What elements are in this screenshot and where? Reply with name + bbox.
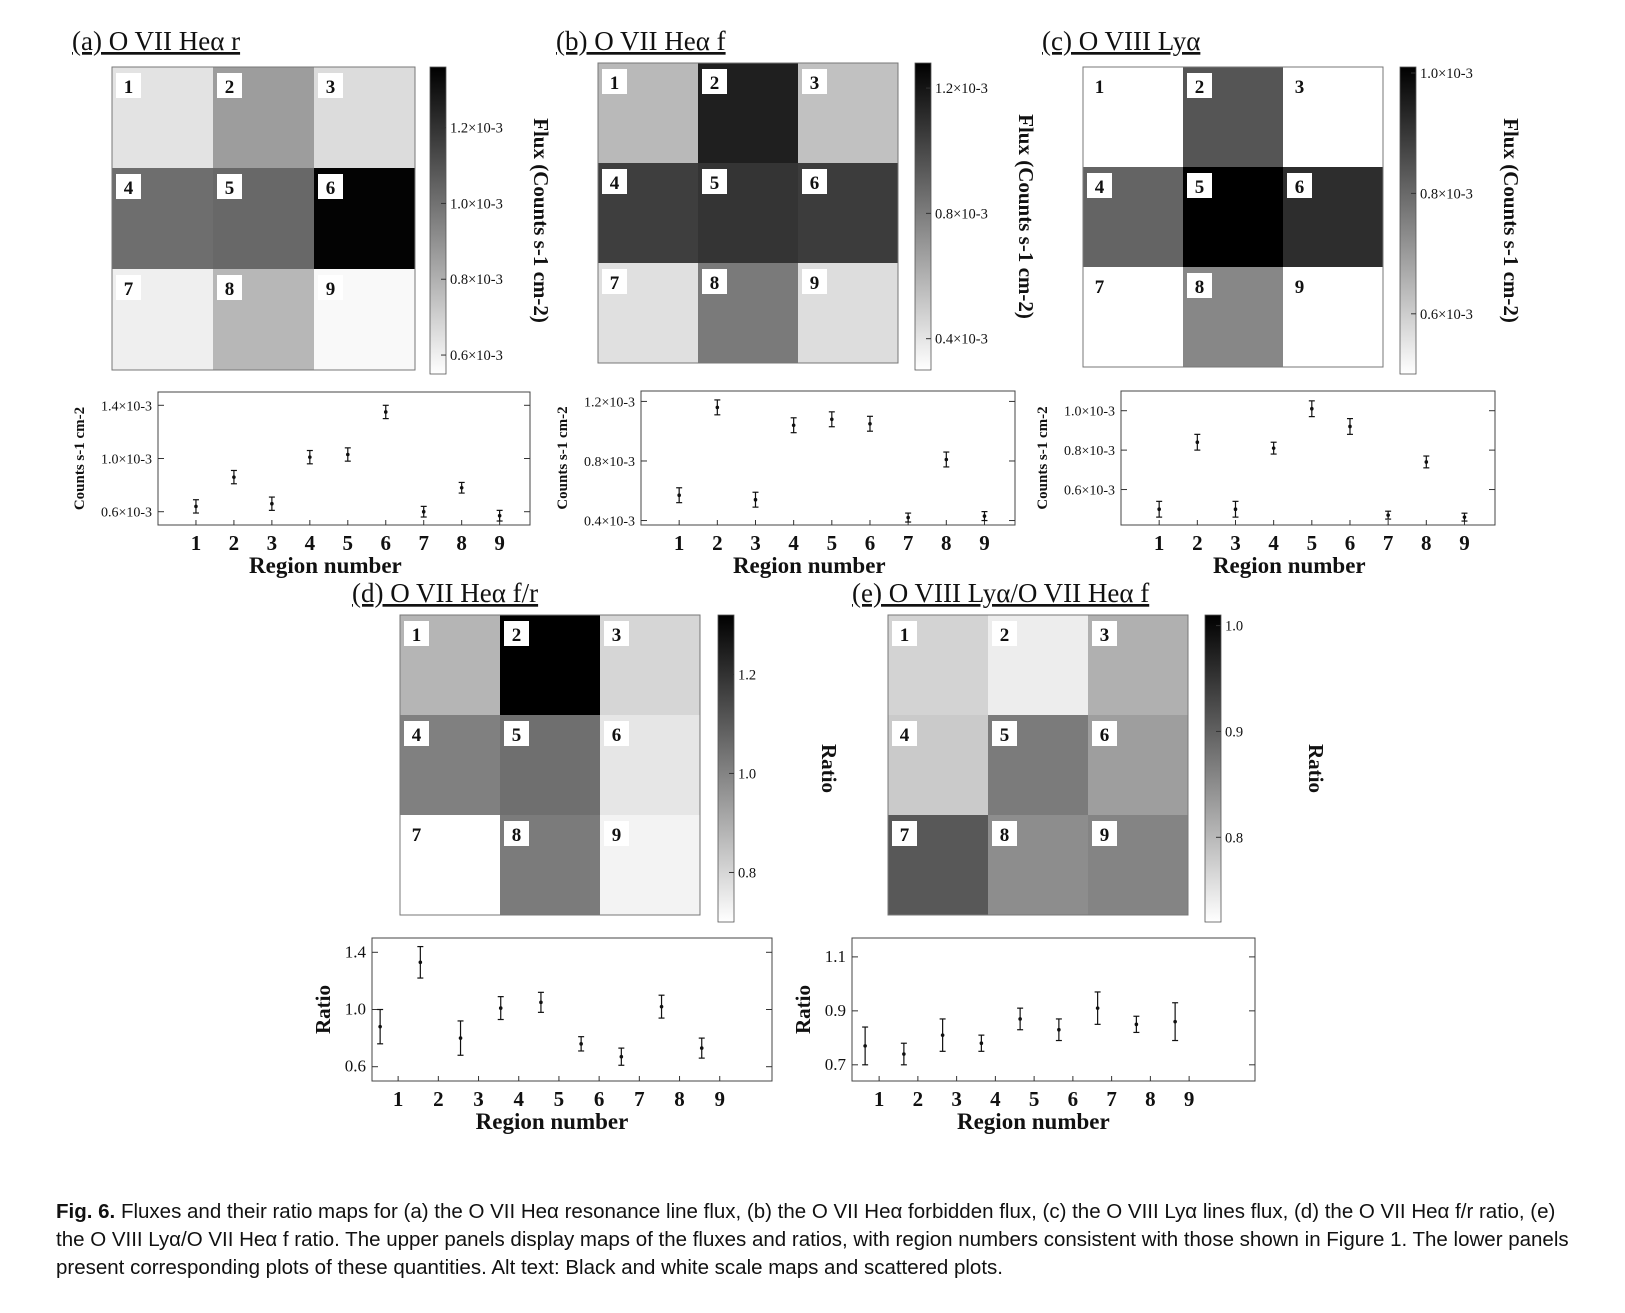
data-point-c-8 bbox=[1425, 460, 1429, 464]
x-tick-label: 9 bbox=[1459, 531, 1470, 555]
x-tick-label: 2 bbox=[1192, 531, 1203, 555]
colorbar-label-c: Flux (Counts s-1 cm-2) bbox=[1499, 118, 1523, 323]
plot-frame bbox=[158, 392, 530, 525]
x-tick-label: 8 bbox=[1421, 531, 1432, 555]
region-label-b-4: 4 bbox=[609, 173, 620, 194]
x-tick-label: 5 bbox=[1306, 531, 1318, 555]
y-tick-label: 0.6×10-3 bbox=[1063, 483, 1115, 499]
region-label-c-6: 6 bbox=[1294, 177, 1305, 198]
plot-frame bbox=[852, 938, 1255, 1081]
panel-e bbox=[791, 578, 1328, 1134]
panel-title-c: (c) O VIII Lyα bbox=[1042, 26, 1201, 56]
region-label-e-2: 2 bbox=[999, 625, 1010, 646]
colorbar-tick-label: 0.8×10-3 bbox=[1420, 186, 1473, 203]
data-point-d-2 bbox=[419, 961, 423, 965]
data-point-c-7 bbox=[1386, 513, 1390, 517]
data-point-b-6 bbox=[868, 422, 872, 426]
data-point-a-2 bbox=[232, 475, 236, 479]
data-point-a-6 bbox=[384, 410, 388, 414]
scatter-plot-c bbox=[1035, 391, 1495, 578]
data-point-e-6 bbox=[1057, 1028, 1061, 1032]
data-point-d-4 bbox=[499, 1006, 503, 1010]
region-label-a-5: 5 bbox=[224, 178, 235, 199]
data-point-e-1 bbox=[863, 1044, 867, 1048]
colorbar-c bbox=[1400, 67, 1416, 374]
x-tick-label: 6 bbox=[1344, 531, 1356, 555]
colorbar-label-a: Flux (Counts s-1 cm-2) bbox=[529, 118, 553, 323]
region-label-a-7: 7 bbox=[123, 279, 134, 300]
x-tick-label: 5 bbox=[553, 1087, 565, 1111]
data-point-c-2 bbox=[1196, 440, 1200, 444]
panel-title-b: (b) O VII Heα f bbox=[556, 26, 726, 56]
panel-title-e: (e) O VIII Lyα/O VII Heα f bbox=[852, 578, 1150, 608]
x-tick-label: 7 bbox=[634, 1087, 645, 1111]
x-tick-label: 6 bbox=[1067, 1087, 1079, 1111]
plot-frame bbox=[1121, 391, 1495, 525]
region-label-e-4: 4 bbox=[899, 725, 910, 746]
data-point-c-6 bbox=[1348, 425, 1352, 429]
region-label-d-8: 8 bbox=[511, 825, 522, 846]
x-tick-label: 2 bbox=[433, 1087, 444, 1111]
scatter-plot-b bbox=[555, 391, 1015, 578]
panel-c bbox=[1035, 26, 1523, 578]
data-point-a-4 bbox=[308, 455, 312, 459]
data-point-c-3 bbox=[1234, 507, 1238, 511]
x-tick-label: 5 bbox=[1028, 1087, 1040, 1111]
y-axis-label: Counts s-1 cm-2 bbox=[1035, 406, 1051, 510]
data-point-b-9 bbox=[983, 514, 987, 518]
colorbar-tick-label: 0.4×10-3 bbox=[935, 331, 988, 348]
panel-a bbox=[72, 26, 553, 578]
y-tick-label: 0.7 bbox=[824, 1054, 846, 1074]
x-axis-label: Region number bbox=[249, 553, 402, 578]
data-point-a-8 bbox=[460, 486, 464, 490]
colorbar-tick-label: 1.2×10-3 bbox=[935, 81, 988, 98]
x-tick-label: 4 bbox=[1268, 531, 1279, 555]
data-point-d-1 bbox=[378, 1025, 382, 1029]
x-tick-label: 9 bbox=[494, 531, 505, 555]
x-tick-label: 3 bbox=[266, 531, 278, 555]
colorbar-tick-label: 1.0 bbox=[1225, 618, 1244, 635]
x-tick-label: 6 bbox=[864, 531, 876, 555]
panel-title-a: (a) O VII Heα r bbox=[72, 26, 241, 56]
data-point-a-1 bbox=[194, 505, 198, 509]
region-label-e-7: 7 bbox=[899, 825, 910, 846]
data-point-d-7 bbox=[620, 1055, 624, 1059]
scatter-plot-e bbox=[791, 938, 1255, 1134]
region-label-a-9: 9 bbox=[325, 279, 336, 300]
colorbar-tick-label: 0.6×10-3 bbox=[450, 348, 503, 365]
x-tick-label: 7 bbox=[418, 531, 429, 555]
data-point-a-5 bbox=[346, 453, 350, 457]
x-tick-label: 4 bbox=[513, 1087, 524, 1111]
x-tick-label: 8 bbox=[1145, 1087, 1156, 1111]
x-tick-label: 1 bbox=[873, 1087, 885, 1111]
region-label-c-8: 8 bbox=[1194, 277, 1205, 298]
region-label-c-4: 4 bbox=[1094, 177, 1105, 198]
plot-frame bbox=[372, 938, 772, 1081]
x-tick-label: 7 bbox=[902, 531, 914, 555]
data-point-a-3 bbox=[270, 502, 274, 506]
data-point-b-5 bbox=[830, 417, 834, 421]
data-point-b-4 bbox=[792, 423, 796, 427]
colorbar-tick-label: 0.8×10-3 bbox=[935, 206, 988, 223]
x-tick-label: 8 bbox=[674, 1087, 685, 1111]
data-point-e-9 bbox=[1173, 1020, 1177, 1024]
y-tick-label: 0.6 bbox=[344, 1056, 366, 1076]
x-tick-label: 8 bbox=[941, 531, 952, 555]
data-point-e-3 bbox=[941, 1033, 945, 1037]
region-label-d-3: 3 bbox=[611, 625, 622, 646]
region-label-c-7: 7 bbox=[1094, 277, 1105, 298]
x-tick-label: 6 bbox=[380, 531, 392, 555]
data-point-d-6 bbox=[579, 1042, 583, 1046]
x-tick-label: 1 bbox=[1153, 531, 1165, 555]
region-label-c-3: 3 bbox=[1294, 77, 1305, 98]
y-tick-label: 0.8×10-3 bbox=[1063, 444, 1115, 460]
x-axis-label: Region number bbox=[956, 1109, 1110, 1134]
x-tick-label: 5 bbox=[342, 531, 354, 555]
x-tick-label: 6 bbox=[593, 1087, 605, 1111]
x-axis-label: Region number bbox=[732, 553, 886, 578]
colorbar-d bbox=[718, 615, 734, 922]
y-tick-label: 1.2×10-3 bbox=[583, 395, 635, 411]
data-point-d-3 bbox=[459, 1036, 463, 1040]
y-tick-label: 1.0×10-3 bbox=[100, 452, 152, 468]
region-label-d-1: 1 bbox=[411, 625, 422, 646]
data-point-d-5 bbox=[539, 1001, 543, 1005]
data-point-e-2 bbox=[902, 1052, 906, 1056]
region-label-a-6: 6 bbox=[325, 178, 336, 199]
y-tick-label: 1.1 bbox=[824, 946, 846, 966]
data-point-b-7 bbox=[906, 516, 910, 520]
x-axis-label: Region number bbox=[1212, 553, 1366, 578]
data-point-c-9 bbox=[1463, 515, 1467, 519]
colorbar-e bbox=[1205, 615, 1221, 922]
y-tick-label: 1.0×10-3 bbox=[1063, 404, 1115, 420]
data-point-e-7 bbox=[1096, 1006, 1100, 1010]
colorbar-tick-label: 1.2 bbox=[738, 667, 757, 684]
region-label-c-2: 2 bbox=[1194, 77, 1205, 98]
colorbar-tick-label: 0.9 bbox=[1225, 724, 1244, 741]
colorbar-tick-label: 0.8×10-3 bbox=[450, 272, 503, 289]
region-label-d-9: 9 bbox=[611, 825, 622, 846]
region-label-a-2: 2 bbox=[224, 77, 235, 98]
x-tick-label: 3 bbox=[473, 1087, 484, 1111]
data-point-b-1 bbox=[677, 493, 681, 497]
y-axis-label: Counts s-1 cm-2 bbox=[72, 406, 88, 511]
colorbar-tick-label: 0.6×10-3 bbox=[1420, 306, 1473, 323]
region-label-b-5: 5 bbox=[709, 173, 720, 194]
panel-d bbox=[311, 578, 841, 1134]
data-point-d-8 bbox=[660, 1005, 664, 1009]
x-tick-label: 2 bbox=[912, 1087, 924, 1111]
region-label-e-8: 8 bbox=[999, 825, 1010, 846]
x-tick-label: 7 bbox=[1106, 1087, 1117, 1111]
caption-text: Fluxes and their ratio maps for (a) the O VII Heα resonance line flux, (b) the O VII Heα forbidden flux, (c) the O VIII Lyα lines flux, (d) the O VII Heα f/r ratio, (e) the O VIII Lyα/O VII Heα f ratio. The upper panels display maps of the fluxes and ratios, with region numbers consistent with those shown in Figure 1. The lower panels present corresponding plots of these quantities. Alt text: Black and white scale maps and scattered plots. bbox=[56, 1200, 1569, 1279]
figure-caption bbox=[56, 1198, 1576, 1282]
region-label-c-9: 9 bbox=[1294, 277, 1305, 298]
region-label-d-7: 7 bbox=[411, 825, 422, 846]
scatter-plot-a bbox=[72, 392, 530, 578]
region-label-e-9: 9 bbox=[1099, 825, 1110, 846]
x-tick-label: 2 bbox=[712, 531, 723, 555]
y-tick-label: 0.8×10-3 bbox=[583, 454, 635, 470]
x-tick-label: 3 bbox=[750, 531, 761, 555]
region-label-c-5: 5 bbox=[1194, 177, 1205, 198]
data-point-c-5 bbox=[1310, 407, 1314, 411]
x-tick-label: 5 bbox=[826, 531, 838, 555]
region-label-b-2: 2 bbox=[709, 73, 720, 94]
region-label-b-3: 3 bbox=[809, 73, 820, 94]
region-label-d-2: 2 bbox=[511, 625, 522, 646]
region-label-a-4: 4 bbox=[123, 178, 134, 199]
region-label-d-6: 6 bbox=[611, 725, 622, 746]
plot-frame bbox=[641, 391, 1015, 525]
x-tick-label: 2 bbox=[228, 531, 240, 555]
region-label-e-6: 6 bbox=[1099, 725, 1110, 746]
y-tick-label: 0.6×10-3 bbox=[100, 505, 152, 521]
colorbar-tick-label: 1.0×10-3 bbox=[1420, 66, 1473, 83]
x-tick-label: 7 bbox=[1382, 531, 1394, 555]
colorbar-tick-label: 0.8 bbox=[1225, 830, 1244, 847]
y-axis-label: Ratio bbox=[791, 985, 815, 1034]
x-tick-label: 8 bbox=[456, 531, 467, 555]
panel-title-d: (d) O VII Heα f/r bbox=[352, 578, 539, 608]
x-tick-label: 9 bbox=[1183, 1087, 1195, 1111]
data-point-d-9 bbox=[700, 1046, 704, 1050]
y-tick-label: 1.0 bbox=[344, 999, 366, 1019]
y-tick-label: 1.4 bbox=[344, 942, 366, 962]
data-point-e-8 bbox=[1135, 1023, 1139, 1027]
region-label-b-6: 6 bbox=[809, 173, 820, 194]
data-point-e-5 bbox=[1018, 1017, 1022, 1021]
data-point-c-4 bbox=[1272, 446, 1276, 450]
region-label-c-1: 1 bbox=[1094, 77, 1105, 98]
y-tick-label: 0.4×10-3 bbox=[583, 514, 635, 530]
colorbar-b bbox=[915, 63, 931, 370]
region-label-e-5: 5 bbox=[999, 725, 1010, 746]
colorbar-label-e: Ratio bbox=[1304, 744, 1328, 793]
colorbar-label-d: Ratio bbox=[817, 744, 841, 793]
region-label-e-1: 1 bbox=[899, 625, 910, 646]
y-axis-label: Counts s-1 cm-2 bbox=[555, 406, 571, 510]
x-tick-label: 1 bbox=[673, 531, 685, 555]
x-tick-label: 9 bbox=[714, 1087, 725, 1111]
data-point-a-9 bbox=[498, 514, 502, 518]
y-tick-label: 0.9 bbox=[824, 1000, 846, 1020]
panel-b bbox=[555, 26, 1038, 578]
x-tick-label: 4 bbox=[788, 531, 799, 555]
scatter-plot-d bbox=[311, 938, 772, 1134]
region-label-b-9: 9 bbox=[809, 273, 820, 294]
data-point-b-2 bbox=[716, 406, 720, 410]
x-tick-label: 3 bbox=[951, 1087, 962, 1111]
data-point-e-4 bbox=[980, 1041, 984, 1045]
region-label-d-5: 5 bbox=[511, 725, 522, 746]
colorbar-tick-label: 0.8 bbox=[738, 865, 757, 882]
y-tick-label: 1.4×10-3 bbox=[100, 399, 152, 415]
x-axis-label: Region number bbox=[475, 1109, 629, 1134]
y-axis-label: Ratio bbox=[311, 985, 335, 1034]
colorbar-tick-label: 1.0 bbox=[738, 766, 757, 783]
region-label-a-8: 8 bbox=[224, 279, 235, 300]
x-tick-label: 4 bbox=[990, 1087, 1001, 1111]
data-point-c-1 bbox=[1157, 507, 1161, 511]
colorbar-label-b: Flux (Counts s-1 cm-2) bbox=[1014, 114, 1038, 319]
region-label-d-4: 4 bbox=[411, 725, 422, 746]
region-label-a-3: 3 bbox=[325, 77, 336, 98]
region-label-a-1: 1 bbox=[123, 77, 134, 98]
caption-label: Fig. 6. bbox=[56, 1200, 116, 1223]
colorbar-tick-label: 1.0×10-3 bbox=[450, 196, 503, 213]
x-tick-label: 4 bbox=[304, 531, 316, 555]
x-tick-label: 1 bbox=[392, 1087, 404, 1111]
colorbar-a bbox=[430, 67, 446, 374]
colorbar-tick-label: 1.2×10-3 bbox=[450, 120, 503, 137]
x-tick-label: 1 bbox=[190, 531, 202, 555]
data-point-b-3 bbox=[754, 498, 758, 502]
x-tick-label: 3 bbox=[1230, 531, 1241, 555]
region-label-e-3: 3 bbox=[1099, 625, 1110, 646]
region-label-b-1: 1 bbox=[609, 73, 620, 94]
region-label-b-7: 7 bbox=[609, 273, 620, 294]
x-tick-label: 9 bbox=[979, 531, 990, 555]
region-label-b-8: 8 bbox=[709, 273, 720, 294]
data-point-a-7 bbox=[422, 510, 426, 514]
data-point-b-8 bbox=[945, 458, 949, 462]
